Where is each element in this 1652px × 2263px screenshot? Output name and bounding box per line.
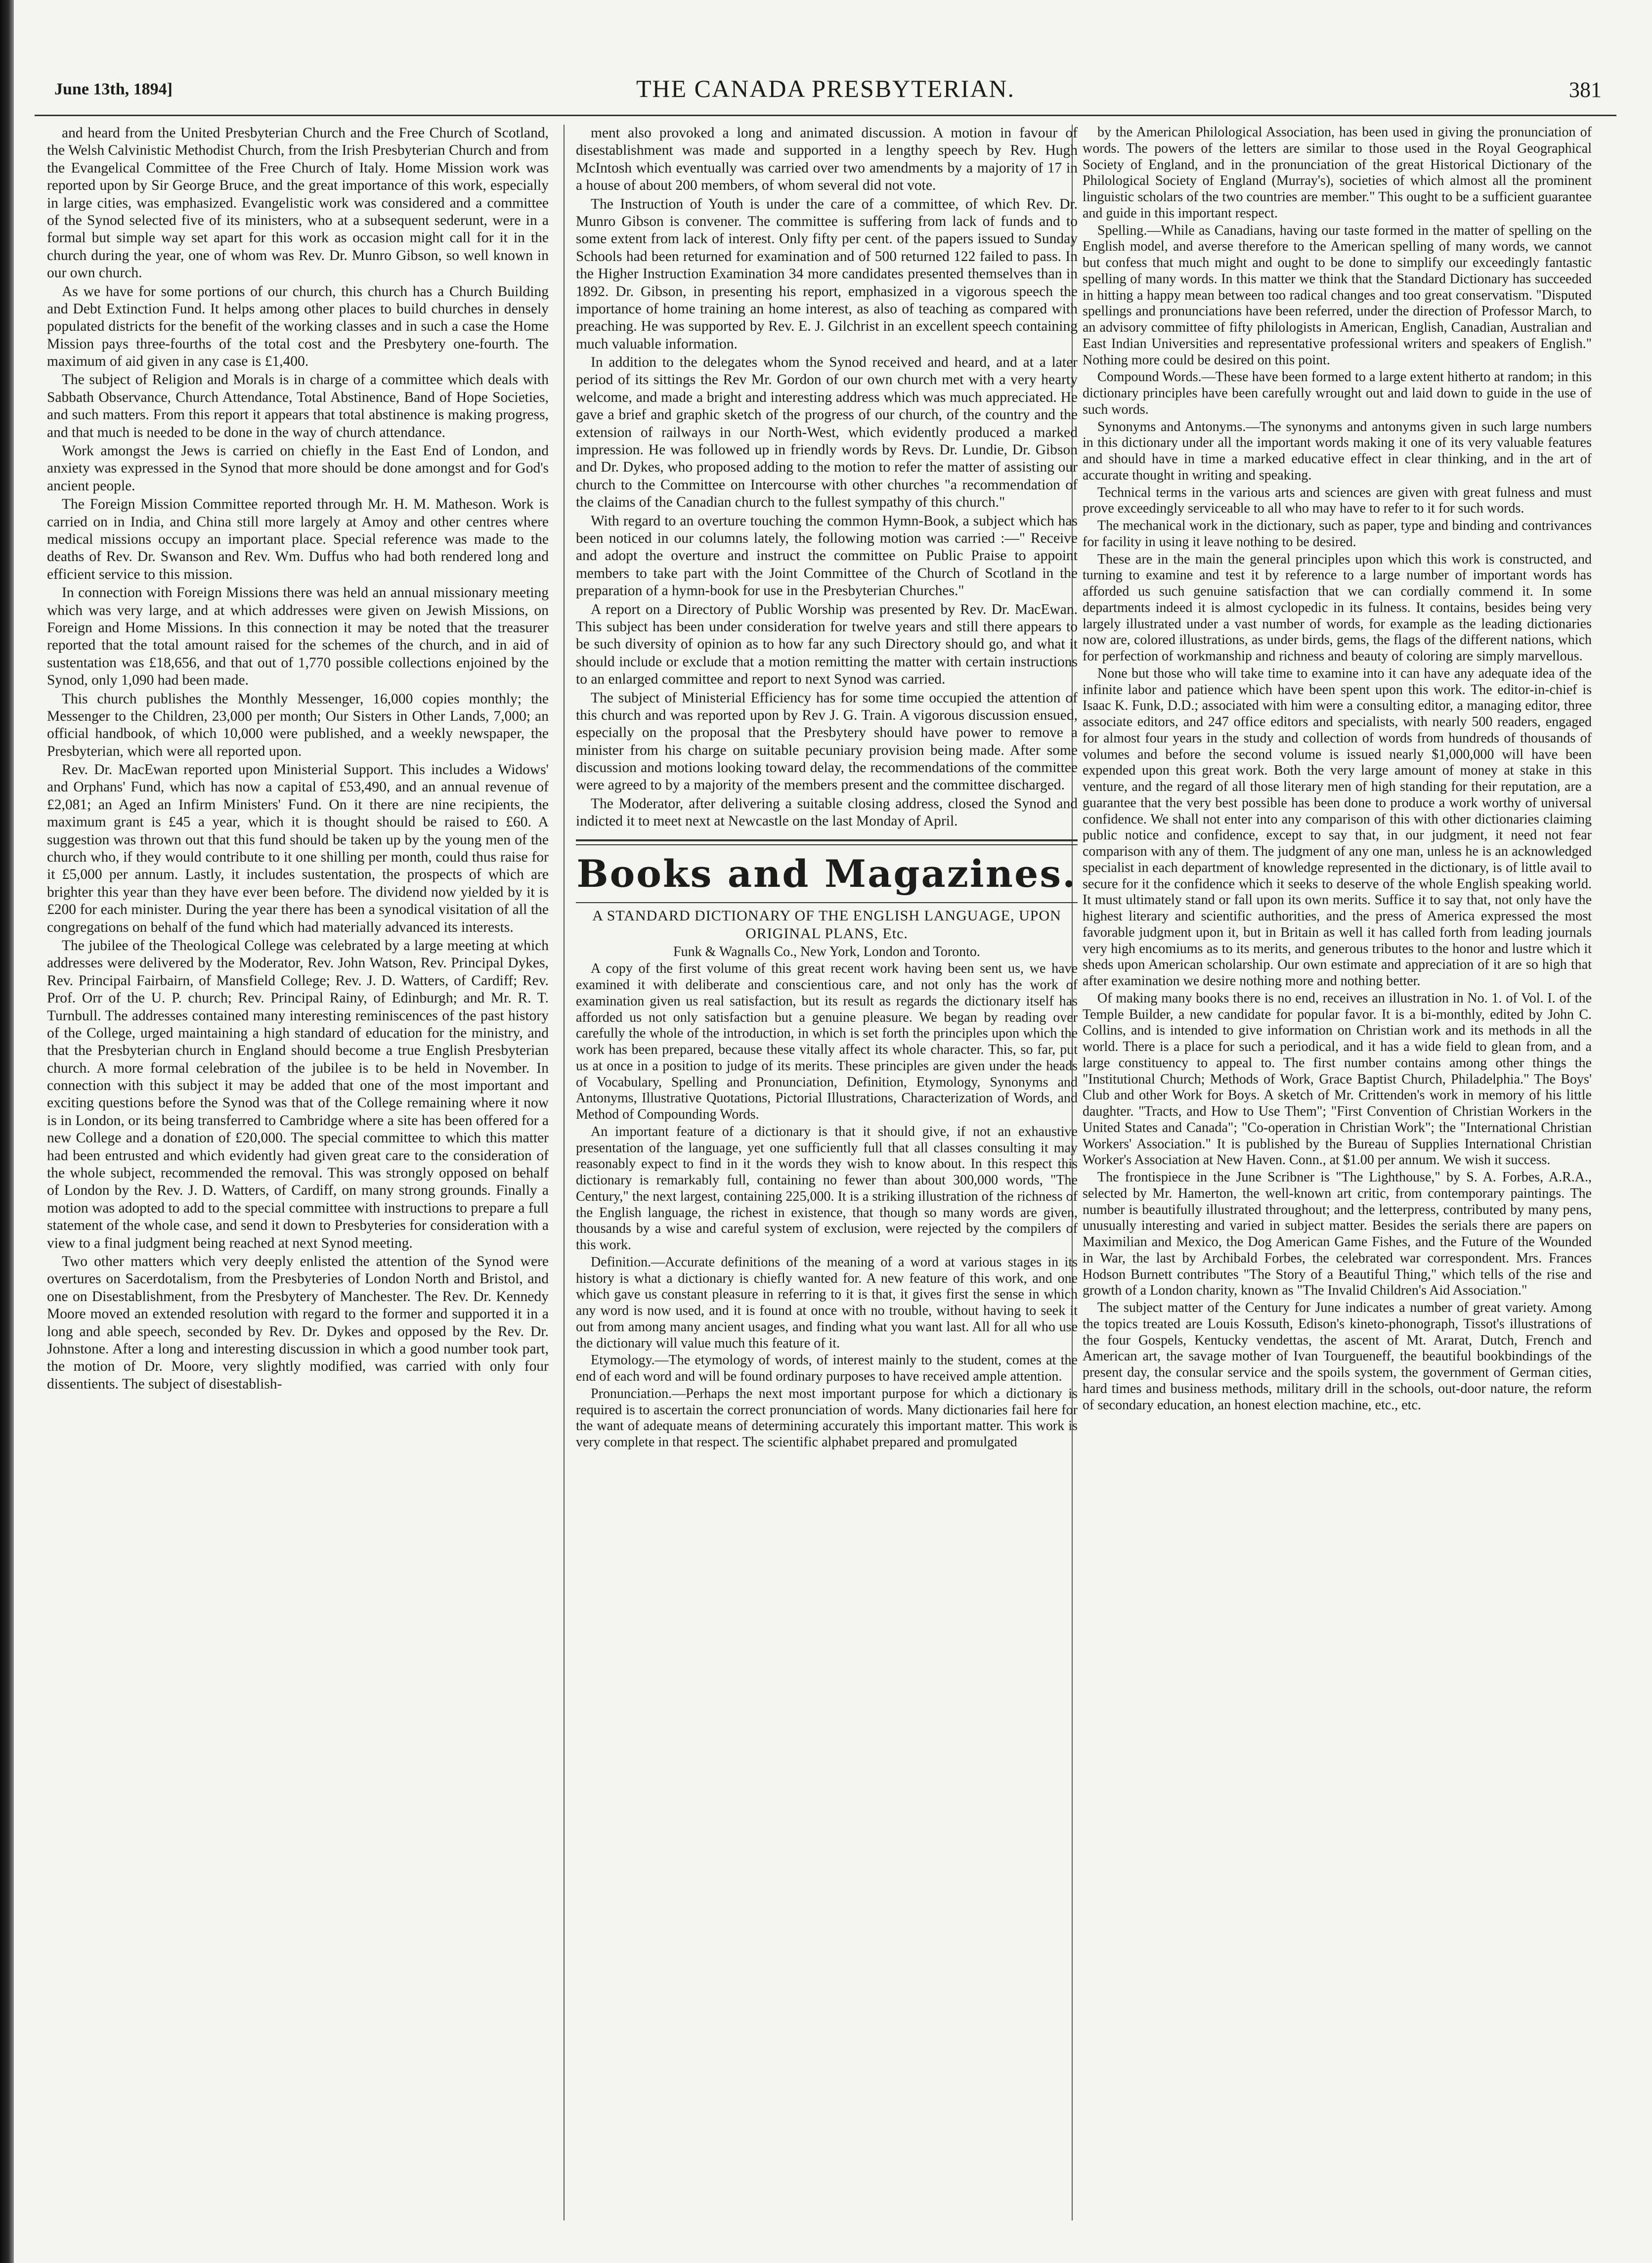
paragraph: In connection with Foreign Missions there was held an annual missionary meeting which was very large, and at which addresses were given on Jewish Missions, on Foreign and Home Missions. In this connection it may be noted that the treasurer reported that the total amount raised for the schemes of the church, and in aid of sustentation was £18,656, and that out of 1,770 possible collections enjoined by the Synod, only 1,090 had been made. — [47, 585, 549, 689]
paragraph: An important feature of a dictionary is that it should give, if not an exhaustive presentation of the language, yet one sufficiently full that all classes consulting it may reasonably expect to find in it the words they wish to know about. In this respect this dictionary is remarkably full, containing no fewer than about 300,000 words, "The Century," the next largest, containing 225,000. It is a striking illustration of the richness of the English language, the richest in existence, that though so many words are given, thousands by a wise and careful system of exclusion, were rejected by the compilers of this work. — [576, 1124, 1078, 1253]
paragraph: The subject of Religion and Morals is in charge of a committee which deals with Sabbath Observance, Church Attendance, Total Abstinence, Band of Hope Societies, and such matters. From this report it appears that total abstinence is making progress, and that much is needed to be done in the way of church attendance. — [47, 372, 549, 440]
paragraph: Pronunciation.—Perhaps the next most important purpose for which a dictionary is required is to ascertain the correct pronunciation of words. Many dictionaries fail here for the want of adequate means of determining accurately this important matter. This work is very complete in that respect. The scientific alphabet prepared and promulgated — [576, 1386, 1078, 1450]
section-rule-top — [576, 839, 1078, 841]
issue-date: June 13th, 1894] — [54, 80, 173, 98]
header-rule — [35, 115, 1616, 116]
binding-edge — [0, 0, 14, 2263]
paragraph: The subject of Ministerial Efficiency has for some time occupied the attention of this church and was reported upon by Rev J. G. Train. A vigorous discussion ensued, especially on the proposal that the Presbytery should have power to remove a minister from his charge on suitable pecuniary provision being made. After some discussion and motions looking toward delay, the recommendations of the committee were agreed to by a majority of the members present and the committee discharged. — [576, 690, 1078, 793]
paragraph: Compound Words.—These have been formed to a large extent hitherto at random; in this dictionary principles have been carefully wrought out and laid down to guide in the use of such words. — [1083, 369, 1592, 417]
section-header — [576, 839, 1078, 903]
section-rule-bottom — [576, 902, 1078, 903]
section-rule-top-thin — [576, 844, 1078, 845]
paragraph: A report on a Directory of Public Worship was presented by Rev. Dr. MacEwan. This subject has been under consideration for twelve years and still there appears to be such diversity of opinion as to how far any such Directory should go, and what it should include or exclude that a motion remitting the matter with certain instructions to an enlarged committee and report to next Synod was carried. — [576, 601, 1078, 688]
review-title: A STANDARD DICTIONARY OF THE ENGLISH LANGUAGE, UPON ORIGINAL PLANS, Etc. — [592, 907, 1061, 942]
paragraph: Technical terms in the various arts and sciences are given with great fulness and must prove exceedingly serviceable to all who may have to refer to it for such words. — [1083, 484, 1592, 517]
paragraph: Two other matters which very deeply enlisted the attention of the Synod were overtures on Sacerdotalism, from the Presbyteries of London North and Bristol, and one on Disestablishment, from the Presbytery of Manchester. The Rev. Dr. Kennedy Moore moved an extended resolution with regard to the former and supported it in a long and able speech, seconded by Rev. Dr. Dykes and opposed by the Rev. Dr. Johnstone. After a long and interesting discussion in which a good number took part, the motion of Dr. Moore, very slightly modified, was carried with only four dissentients. The subject of disestablish- — [47, 1254, 549, 1392]
masthead-title: THE CANADA PRESBYTERIAN. — [636, 75, 1015, 102]
paragraph: The Foreign Mission Committee reported through Mr. H. M. Matheson. Work is carried on in India, and China still more largely at Amoy and other centres where medical missions occupy an important place. Special reference was made to the deaths of Rev. Dr. Swanson and Rev. Wm. Duffus who had both rendered long and efficient service to this mission. — [47, 496, 549, 582]
paragraph: In addition to the delegates whom the Synod received and heard, and at a later period of its sittings the Rev Mr. Gordon of our own church met with a very hearty welcome, and made a bright and interesting address which was much appreciated. He gave a brief and graphic sketch of the progress of our church, of the country and the extension of railways in our North-West, which evidently produced a marked impression. He was followed up in friendly words by Revs. Dr. Lundie, Dr. Gibson and Dr. Dykes, who proposed adding to the motion to refer the matter of assisting our church to the Committee on Intercourse with other churches "a recommendation of the claims of the Canadian church to the fullest sympathy of this church." — [576, 354, 1078, 511]
paragraph: by the American Philological Association, has been used in giving the pronunciation of words. The powers of the letters are similar to those used in the Royal Geographical Society of England, and in the pronunciation of the great Historical Dictionary of the Philological Society of England (Murray's), societies of which almost all the prominent linguistic scholars of the two countries are member." This ought to be a sufficient guarantee and guide in this important respect. — [1083, 125, 1592, 221]
column-2 — [576, 125, 1078, 1452]
section-title: Books and Magazines. — [576, 851, 1077, 896]
paragraph: Work amongst the Jews is carried on chiefly in the East End of London, and anxiety was expressed in the Synod that more should be done amongst and for God's ancient people. — [47, 443, 549, 494]
paragraph: As we have for some portions of our church, this church has a Church Building and Debt Extinction Fund. It helps among other places to build churches in densely populated districts for the benefit of the working classes and in such a case the Home Mission pays three-fourths of the total cost and the Presbytery one-fourth. The maximum of aid given in any case is £1,400. — [47, 283, 549, 370]
page-number: 381 — [1569, 78, 1602, 102]
paragraph: A copy of the first volume of this great recent work having been sent us, we have examined it with deliberate and conscientious care, and not only has the work of examination given us real satisfaction, but its result as regards the dictionary itself has afforded us not only satisfaction but a genuine pleasure. We began by reading over carefully the whole of the introduction, in which is set forth the principles upon which the work has been prepared, because these vitally affect its whole character. This, so far, put us at once in a position to judge of its merits. These principles are given under the heads of Vocabulary, Spelling and Pronunciation, Definition, Etymology, Synonyms and Antonyms, Illustrative Quotations, Pictorial Illustrations, Characterization of Words, and Method of Compounding Words. — [576, 961, 1078, 1123]
paragraph: and heard from the United Presbyterian Church and the Free Church of Scotland, the Welsh Calvinistic Methodist Church, from the Irish Presbyterian Church and from the Evangelical Committee of the Free Church of Italy. Home Mission work was reported upon by Sir George Bruce, and the great importance of this work, especially in large cities, was emphasized. Evangelistic work was considered and a committee of the Synod selected five of its ministers, who at a subsequent sederunt, were in a formal but simple way set apart for this work as occasion might call for it in the church during the year, one of whom was Rev. Dr. Munro Gibson, so well known in our own church. — [47, 125, 549, 281]
column-1 — [47, 125, 549, 1394]
review-publisher: Funk & Wagnalls Co., New York, London and Toronto. — [673, 944, 980, 959]
paragraph: Synonyms and Antonyms.—The synonyms and antonyms given in such large numbers in this dictionary under all the important words making it one of its very valuable features and should have in time a marked educative effect in clear thinking, and in the art of accurate thought in writing and speaking. — [1083, 419, 1592, 483]
page-header — [35, 74, 1616, 109]
paragraph: Rev. Dr. MacEwan reported upon Ministerial Support. This includes a Widows' and Orphans' Fund, which has now a capital of £53,490, and an annual revenue of £2,081; an Aged an Infirm Ministers' Fund. On it there are nine recipients, the maximum grant is £45 a year, which it is thought should be raised to £60. A suggestion was thrown out that this fund should be taken up by the young men of the church who, if they would contribute to it one shilling per month, could thus raise for it £5,000 per annum. Lastly, it includes sustentation, the prospects of which are brighter this year than they have ever been before. The dividend now yielded by it is £200 for each minister. During the year there has been a synodical visitation of all the congregations on behalf of the fund which had materially advanced its interests. — [47, 762, 549, 935]
paragraph: The Moderator, after delivering a suitable closing address, closed the Synod and indicted it to meet next at Newcastle on the last Monday of April. — [576, 795, 1078, 829]
paragraph: The Instruction of Youth is under the care of a committee, of which Rev. Dr. Munro Gibson is convener. The committee is suffering from lack of funds and to some extent from lack of interest. Only fifty per cent. of the papers issued to Sunday Schools had been returned for examination and of 500 returned 122 failed to pass. In the Higher Instruction Examination 34 more candidates presented themselves than in 1892. Dr. Gibson, in presenting his report, emphasized in a vigorous speech the importance of home training an home interest, as also of teaching as compared with preaching. He was supported by Rev. E. J. Gilchrist in an excellent speech containing much valuable information. — [576, 196, 1078, 352]
paragraph: The subject matter of the Century for June indicates a number of great variety. Among the topics treated are Louis Kossuth, Edison's kineto-phonograph, Tissot's illustrations of the four Gospels, Kentucky vendettas, the ascent of Mt. Ararat, Dutch, French and American art, the savage mother of Ivan Tourgueneff, the beautiful bookbindings of the present day, the consular service and the spoils system, the government of German cities, hard times and business methods, military drill in the schools, out-door nature, the reform of secondary education, an honest election machine, etc., etc. — [1083, 1300, 1592, 1413]
paragraph: Of making many books there is no end, receives an illustration in No. 1. of Vol. I. of the Temple Builder, a new candidate for popular favor. It is a bi-monthly, edited by John C. Collins, and is intended to give information on Christian work and its methods in all the world. There is a place for such a periodical, and it has a wide field to glean from, and a large constituency to appeal to. The first number contains among other things the "Institutional Church; Methods of Work, Grace Baptist Church, Philadelphia." The Boys' Club and other Work for Boys. A sketch of Mr. Crittenden's work in memory of his little daughter. "Tracts, and How to Use Them"; "First Convention of Christian Workers in the United States and Canada"; "Co-operation in Christian Work"; the "International Christian Workers' Association." It is published by the Bureau of Supplies International Christian Worker's Association at New Haven. Conn., at $1.00 per annum. We wish it success. — [1083, 990, 1592, 1168]
paragraph: Spelling.—While as Canadians, having our taste formed in the matter of spelling on the English model, and averse therefore to the American spelling of many words, we cannot but confess that much might and ought to be done to simplify our exceedingly fantastic spelling of many words. In this matter we think that the Standard Dictionary has succeeded in hitting a happy mean between too radical changes and too great conservatism. "Disputed spellings and pronunciations have been referred, under the direction of Professor March, to an advisory committee of fifty philologists in American, English, Canadian, Australian and East Indian Universities and representative professional writers and speakers of English." Nothing more could be desired on this point. — [1083, 222, 1592, 368]
paragraph: Etymology.—The etymology of words, of interest mainly to the student, comes at the end of each word and will be found ordinary purposes to have received ample attention. — [576, 1352, 1078, 1385]
paragraph: These are in the main the general principles upon which this work is constructed, and turning to examine and test it by reference to a large number of important words has afforded us such genuine satisfaction that we can cordially commend it. In some departments indeed it is almost cyclopedic in its fulness. It contains, besides being very largely illustrated under a vast number of words, for example as the leading dictionaries now are, colored illustrations, as under birds, gems, the flags of the different nations, which for perfection of workmanship and richness and beauty of coloring are simply marvellous. — [1083, 551, 1592, 664]
paragraph: ment also provoked a long and animated discussion. A motion in favour of disestablishment was made and supported in a lengthy speech by Rev. Hugh McIntosh which eventually was carried over two amendments by a majority of 17 in a house of about 200 members, of whom several did not vote. — [576, 125, 1078, 194]
column-rule — [564, 125, 565, 2220]
column-3 — [1083, 125, 1592, 1414]
paragraph: This church publishes the Monthly Messenger, 16,000 copies monthly; the Messenger to the Children, 23,000 per month; Our Sisters in Other Lands, 7,000; an official handbook, of which 10,000 were published, and a weekly newspaper, the Presbyterian, which were all reported upon. — [47, 691, 549, 759]
paragraph: None but those who will take time to examine into it can have any adequate idea of the infinite labor and patience which have been spent upon this work. The editor-in-chief is Isaac K. Funk, D.D.; associated with him were a consulting editor, a managing editor, three associate editors, and 247 office editors and specialists, with nearly 500 readers, engaged for almost four years in the study and collection of words from hundreds of thousands of volumes and before the second volume is issued nearly $1,000,000 will have been expended upon this great work. Both the very large amount of money at stake in this venture, and the regard of all those literary men of high standing for their reputation, are a guarantee that the very best possible has been done to produce a work worthy of universal confidence. We shall not enter into any comparison of this with other dictionaries claiming public notice and confidence, except to say that, in our judgment, it need not fear comparison with any of them. The judgment of any one man, unless he is an acknowledged specialist in each department of knowledge represented in the dictionary, is of little avail to secure for it the confidence which it seeks to deserve of the whole English speaking world. It must ultimately stand or fall upon its own merits. Suffice it to say that, not only have the highest literary and scientific authorities, and the press of America expressed the most favorable judgment upon it, but in Britain as well it has called forth from leading journals very high encomiums as to its merits, and generous tributes to the honor and lustre which it sheds upon American scholarship. Our own estimate and appreciation of it are so high that after examination we desire nothing more and nothing better. — [1083, 665, 1592, 989]
paragraph: The mechanical work in the dictionary, such as paper, type and binding and contrivances for facility in using it leave nothing to be desired. — [1083, 518, 1592, 550]
paragraph: With regard to an overture touching the common Hymn-Book, a subject which has been noticed in our columns lately, the following motion was carried :—" Receive and adopt the overture and instruct the committee on Public Praise to appoint members to take part with the Joint Committee of the Church of Scotland in the preparation of a hymn-book for use in the Presbyterian Churches." — [576, 513, 1078, 599]
paragraph: Definition.—Accurate definitions of the meaning of a word at various stages in its history is what a dictionary is chiefly wanted for. A new feature of this work, and one which gave us constant pleasure in referring to it is that, it gives first the sense in which any word is now used, and it is found at once with no trouble, without having to seek it out from among many ancient usages, and finding what you want last. All for all who use the dictionary will value much this feature of it. — [576, 1254, 1078, 1351]
paragraph: The jubilee of the Theological College was celebrated by a large meeting at which addresses were delivered by the Moderator, Rev. John Watson, Rev. Principal Dykes, Rev. Principal Fairbairn, of Mansfield College; Rev. J. D. Watters, of Cardiff; Rev. Prof. Orr of the U. P. church; Rev. Principal Rainy, of Edinburgh; and Mr. R. T. Turnbull. The addresses contained many interesting reminiscences of the past history of the College, urged maintaining a high standard of education for the ministry, and that the Presbyterian church in England should become a true English Presbyterian church. A more formal celebration of the jubilee is to be held in November. In connection with this subject it may be added that one of the most important and exciting questions before the Synod was that of the College remaining where it now is in London, or its being transferred to Cambridge where a site has been offered for a new College and a donation of £20,000. The special committee to which this matter had been entrusted and which evidently had given great care to the consideration of the whole subject, recommended the removal. This was strongly opposed on behalf of London by the Rev. J. D. Watters, of Cardiff, on many strong grounds. Finally a motion was adopted to add to the special committee with instructions to prepare a full statement of the whole case, and send it down to Presbyteries for consideration with a view to a final judgment being reached at next Synod meeting. — [47, 937, 549, 1251]
paragraph: The frontispiece in the June Scribner is "The Lighthouse," by S. A. Forbes, A.R.A., selected by Mr. Hamerton, the well-known art critic, from contemporary paintings. The number is beautifully illustrated throughout; and the letterpress, contributed by many pens, unusually interesting and varied in subject matter. Besides the serials there are papers on Maximilian and Mexico, the Dog American Game Fishes, and the Future of the Wounded in War, the last by Archibald Forbes, the celebrated war correspondent. Mrs. Frances Hodson Burnett contributes "The Story of a Beautiful Thing," which tells of the rise and growth of a London charity, known as "The Invalid Children's Aid Association." — [1083, 1170, 1592, 1299]
